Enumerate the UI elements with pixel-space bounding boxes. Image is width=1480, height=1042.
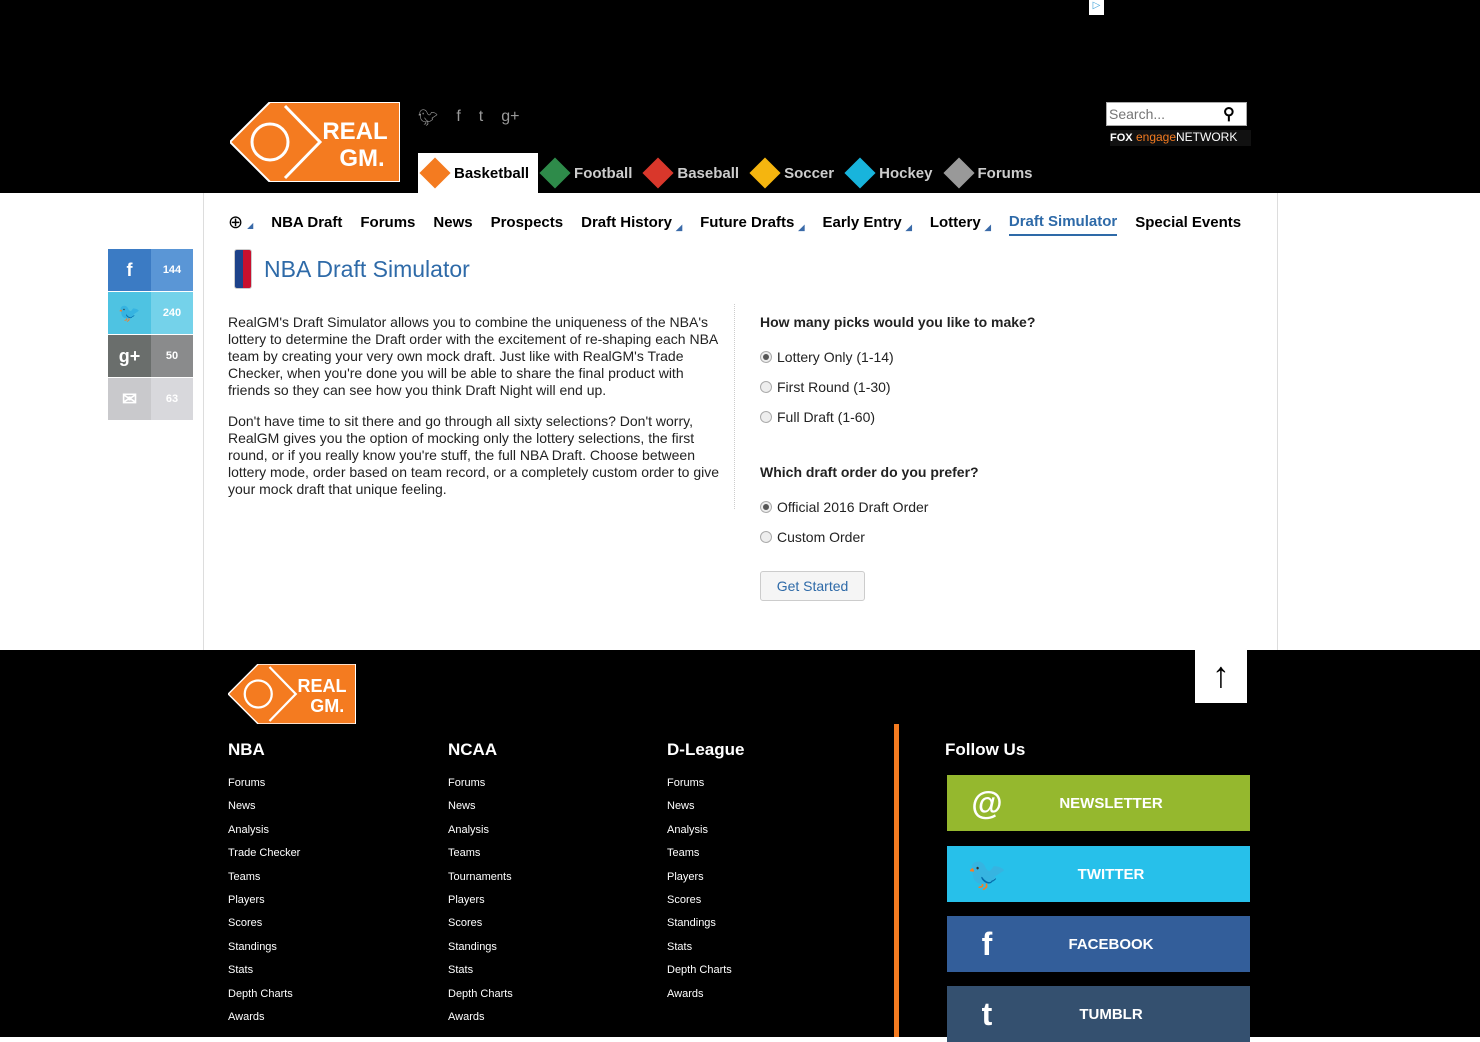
- back-to-top-button[interactable]: ↑: [1195, 650, 1247, 703]
- sport-tab-football[interactable]: [538, 153, 641, 193]
- twitter-icon: 🐦: [967, 856, 1007, 892]
- subnav-label: Prospects: [490, 213, 564, 231]
- footer-link-scores[interactable]: Scores: [667, 893, 702, 906]
- footer-link-standings[interactable]: Standings: [448, 940, 497, 953]
- twitter-icon[interactable]: 🐦︎: [418, 110, 439, 127]
- top-header: [0, 0, 1480, 193]
- description: [228, 314, 724, 512]
- dropdown-arrow-icon[interactable]: ◢: [798, 222, 805, 232]
- dropdown-arrow-icon[interactable]: ◢: [984, 222, 991, 232]
- share-count: 144: [151, 249, 193, 291]
- tumblr-icon: t: [981, 995, 993, 1032]
- footer-link-teams[interactable]: Teams: [228, 870, 261, 883]
- sport-tab-soccer[interactable]: [748, 153, 843, 193]
- search-box: [1106, 102, 1247, 126]
- sport-label: Baseball: [677, 164, 740, 182]
- tumblr-icon[interactable]: t: [478, 108, 484, 125]
- footer-link-stats[interactable]: Stats: [228, 964, 254, 977]
- ad-choices-icon[interactable]: ▷: [1089, 0, 1104, 15]
- share-twitter-button[interactable]: [108, 292, 193, 335]
- subnav-label: Early Entry: [822, 213, 902, 231]
- description-paragraph: Don't have time to sit there and go through all sixty selections? Don't worry, RealGM gives you the option of mocking only the lottery selections, the first round, or if you really know you're stuff, the full NBA Draft. Choose between lottery mode, order based on team record, or a completely custom order to give your mock draft that unique feeling.: [228, 413, 720, 497]
- follow-label: FACEBOOK: [1068, 935, 1154, 953]
- share-count: 240: [151, 292, 193, 334]
- sport-tab-baseball[interactable]: [641, 153, 748, 193]
- subnav-label: Forums: [360, 213, 416, 231]
- subnav-forums[interactable]: [360, 208, 415, 236]
- footer-link-players[interactable]: Players: [667, 870, 704, 883]
- footer-link-depth-charts[interactable]: Depth Charts: [667, 964, 732, 977]
- subnav-early-entry[interactable]: [822, 208, 911, 236]
- google-plus-icon: g+: [108, 335, 151, 377]
- share-google-plus-button[interactable]: [108, 335, 193, 378]
- sport-label: Basketball: [454, 164, 530, 182]
- dropdown-arrow-icon[interactable]: ◢: [675, 222, 683, 232]
- search-icon[interactable]: ⚲: [1223, 106, 1235, 123]
- footer-link-news[interactable]: News: [448, 800, 476, 813]
- page-title: NBA Draft Simulator: [264, 256, 470, 282]
- share-email-button[interactable]: [108, 378, 193, 421]
- facebook-icon: f: [981, 925, 993, 962]
- subnav-future-drafts[interactable]: [700, 208, 804, 236]
- pick-option-first-round[interactable]: [760, 372, 1035, 402]
- picks-question: How many picks would you like to make?: [760, 314, 1036, 330]
- subnav-news[interactable]: [433, 208, 472, 236]
- footer-column-d-league: [667, 740, 744, 1011]
- nba-logo: [234, 249, 252, 289]
- draft-options-form: [760, 314, 1035, 552]
- footer-link-tournaments[interactable]: Tournaments: [448, 870, 512, 883]
- basketball-menu-icon[interactable]: ⊕ ◢: [228, 211, 254, 232]
- get-started-button[interactable]: Get Started: [760, 571, 865, 601]
- footer-link-standings[interactable]: Standings: [667, 917, 716, 930]
- sport-label: Football: [574, 164, 633, 182]
- subnav-label: NBA Draft: [271, 213, 343, 231]
- option-label: Full Draft (1-60): [777, 409, 876, 425]
- sport-tab-forums[interactable]: [942, 153, 1042, 193]
- hockey-icon: [845, 157, 876, 188]
- sport-tab-basketball[interactable]: [418, 153, 538, 193]
- follow-us-heading: Follow Us: [945, 740, 1026, 759]
- newsletter-icon: @: [971, 784, 1003, 821]
- footer-divider: [894, 724, 899, 1037]
- svg-text:REAL: REAL: [322, 118, 388, 145]
- svg-text:GM.: GM.: [339, 145, 385, 172]
- follow-facebook-button[interactable]: [947, 916, 1250, 972]
- footer-link-news[interactable]: News: [228, 800, 256, 813]
- footer-link-forums[interactable]: Forums: [228, 777, 266, 789]
- footer-link-forums[interactable]: Forums: [667, 777, 705, 789]
- facebook-icon[interactable]: f: [456, 108, 461, 125]
- soccer-icon: [750, 157, 781, 188]
- share-facebook-button[interactable]: [108, 249, 193, 292]
- divider: [734, 304, 735, 509]
- baseball-icon: [643, 157, 674, 188]
- footer-link-forums[interactable]: Forums: [448, 777, 486, 789]
- footer-link-teams[interactable]: Teams: [448, 847, 481, 860]
- subnav-nba-draft[interactable]: [271, 208, 342, 236]
- footer-link-players[interactable]: Players: [448, 893, 485, 906]
- option-label: Lottery Only (1-14): [777, 349, 894, 365]
- footer: [0, 650, 1480, 1037]
- fox-label: FOX: [1110, 132, 1133, 144]
- subnav-label: Lottery: [929, 213, 981, 231]
- engage-label: engage: [1135, 130, 1177, 144]
- footer-link-analysis[interactable]: Analysis: [448, 823, 489, 836]
- football-icon: [539, 157, 570, 188]
- fox-engage-network-logo[interactable]: [1110, 130, 1251, 146]
- footer-link-trade-checker[interactable]: Trade Checker: [228, 847, 301, 860]
- subnav-label: Future Drafts: [700, 213, 795, 231]
- follow-newsletter-button[interactable]: [947, 775, 1250, 831]
- subnav-prospects[interactable]: [491, 208, 564, 236]
- google-plus-icon[interactable]: g+: [501, 108, 520, 125]
- dropdown-arrow-icon[interactable]: ◢: [905, 222, 912, 232]
- footer-column-title: NBA: [228, 740, 265, 759]
- sub-nav: [228, 208, 1241, 236]
- subnav-label: Special Events: [1135, 213, 1242, 231]
- footer-link-teams[interactable]: Teams: [667, 847, 700, 860]
- pick-option-lottery[interactable]: [760, 342, 1035, 372]
- footer-column-ncaa: [448, 740, 513, 1034]
- svg-text:GM.: GM.: [310, 696, 345, 716]
- subnav-special-events[interactable]: [1135, 208, 1241, 236]
- share-count: 50: [151, 335, 193, 377]
- realgm-footer-logo[interactable]: [228, 664, 356, 724]
- radio-button[interactable]: [760, 351, 772, 363]
- footer-link-analysis[interactable]: Analysis: [228, 823, 269, 836]
- description-paragraph: RealGM's Draft Simulator allows you to combine the uniqueness of the NBA's lottery to determine the Draft order with the excitement of re-shaping each NBA team by creating your very own mock draft. Just like with RealGM's Trade Checker, when you're done you will be able to share the final product with friends so they can see how you think Draft Night will end up.: [228, 314, 718, 398]
- sports-nav: [418, 153, 1042, 193]
- footer-link-awards[interactable]: Awards: [448, 1010, 485, 1023]
- basketball-icon: [419, 157, 450, 188]
- footer-link-depth-charts[interactable]: Depth Charts: [448, 987, 513, 1000]
- sport-label: Forums: [977, 164, 1033, 182]
- radio-button[interactable]: [760, 381, 772, 393]
- email-icon: ✉: [108, 378, 151, 420]
- footer-column-nba: [228, 740, 300, 1034]
- footer-link-stats[interactable]: Stats: [448, 964, 474, 977]
- footer-link-scores[interactable]: Scores: [228, 917, 263, 930]
- subnav-draft-history[interactable]: [581, 208, 682, 236]
- twitter-icon: 🐦: [108, 292, 151, 334]
- subnav-label: News: [433, 213, 473, 231]
- option-label: Official 2016 Draft Order: [777, 499, 929, 515]
- sport-tab-hockey[interactable]: [843, 153, 941, 193]
- facebook-icon: f: [108, 249, 151, 291]
- subnav-draft-simulator[interactable]: [1009, 208, 1117, 236]
- svg-text:REAL: REAL: [297, 675, 347, 696]
- network-label: NETWORK: [1176, 130, 1238, 144]
- search-input[interactable]: [1107, 106, 1217, 122]
- forums-icon: [943, 157, 974, 188]
- subnav-label: Draft Simulator: [1008, 212, 1118, 230]
- footer-column-title: D-League: [667, 740, 745, 759]
- follow-label: TUMBLR: [1079, 1005, 1143, 1023]
- sport-label: Hockey: [879, 164, 933, 182]
- footer-column-title: NCAA: [448, 740, 498, 759]
- option-label: Custom Order: [777, 529, 865, 545]
- footer-link-analysis[interactable]: Analysis: [667, 823, 708, 836]
- share-count: 63: [151, 378, 193, 420]
- footer-link-depth-charts[interactable]: Depth Charts: [228, 987, 293, 1000]
- radio-button[interactable]: [760, 531, 772, 543]
- footer-link-awards[interactable]: Awards: [228, 1010, 265, 1023]
- radio-button[interactable]: [760, 411, 772, 423]
- order-question: Which draft order do you prefer?: [760, 464, 979, 480]
- subnav-label: Draft History: [581, 213, 672, 231]
- follow-twitter-button[interactable]: [947, 846, 1250, 902]
- footer-link-news[interactable]: News: [667, 800, 695, 813]
- realgm-logo[interactable]: [230, 102, 400, 182]
- footer-link-players[interactable]: Players: [228, 893, 265, 906]
- option-label: First Round (1-30): [777, 379, 891, 395]
- footer-link-standings[interactable]: Standings: [228, 940, 277, 953]
- radio-button[interactable]: [760, 501, 772, 513]
- subnav-lottery[interactable]: [930, 208, 991, 236]
- footer-link-stats[interactable]: Stats: [667, 940, 693, 953]
- share-bar: [108, 249, 193, 421]
- pick-option-full-draft[interactable]: [760, 402, 1035, 432]
- footer-link-awards[interactable]: Awards: [667, 987, 704, 1000]
- follow-label: NEWSLETTER: [1059, 794, 1163, 812]
- sport-label: Soccer: [784, 164, 835, 182]
- follow-label: TWITTER: [1077, 865, 1145, 883]
- follow-tumblr-button[interactable]: [947, 986, 1250, 1042]
- footer-link-scores[interactable]: Scores: [448, 917, 483, 930]
- order-option-custom[interactable]: [760, 522, 1035, 552]
- order-option-official[interactable]: [760, 492, 1035, 522]
